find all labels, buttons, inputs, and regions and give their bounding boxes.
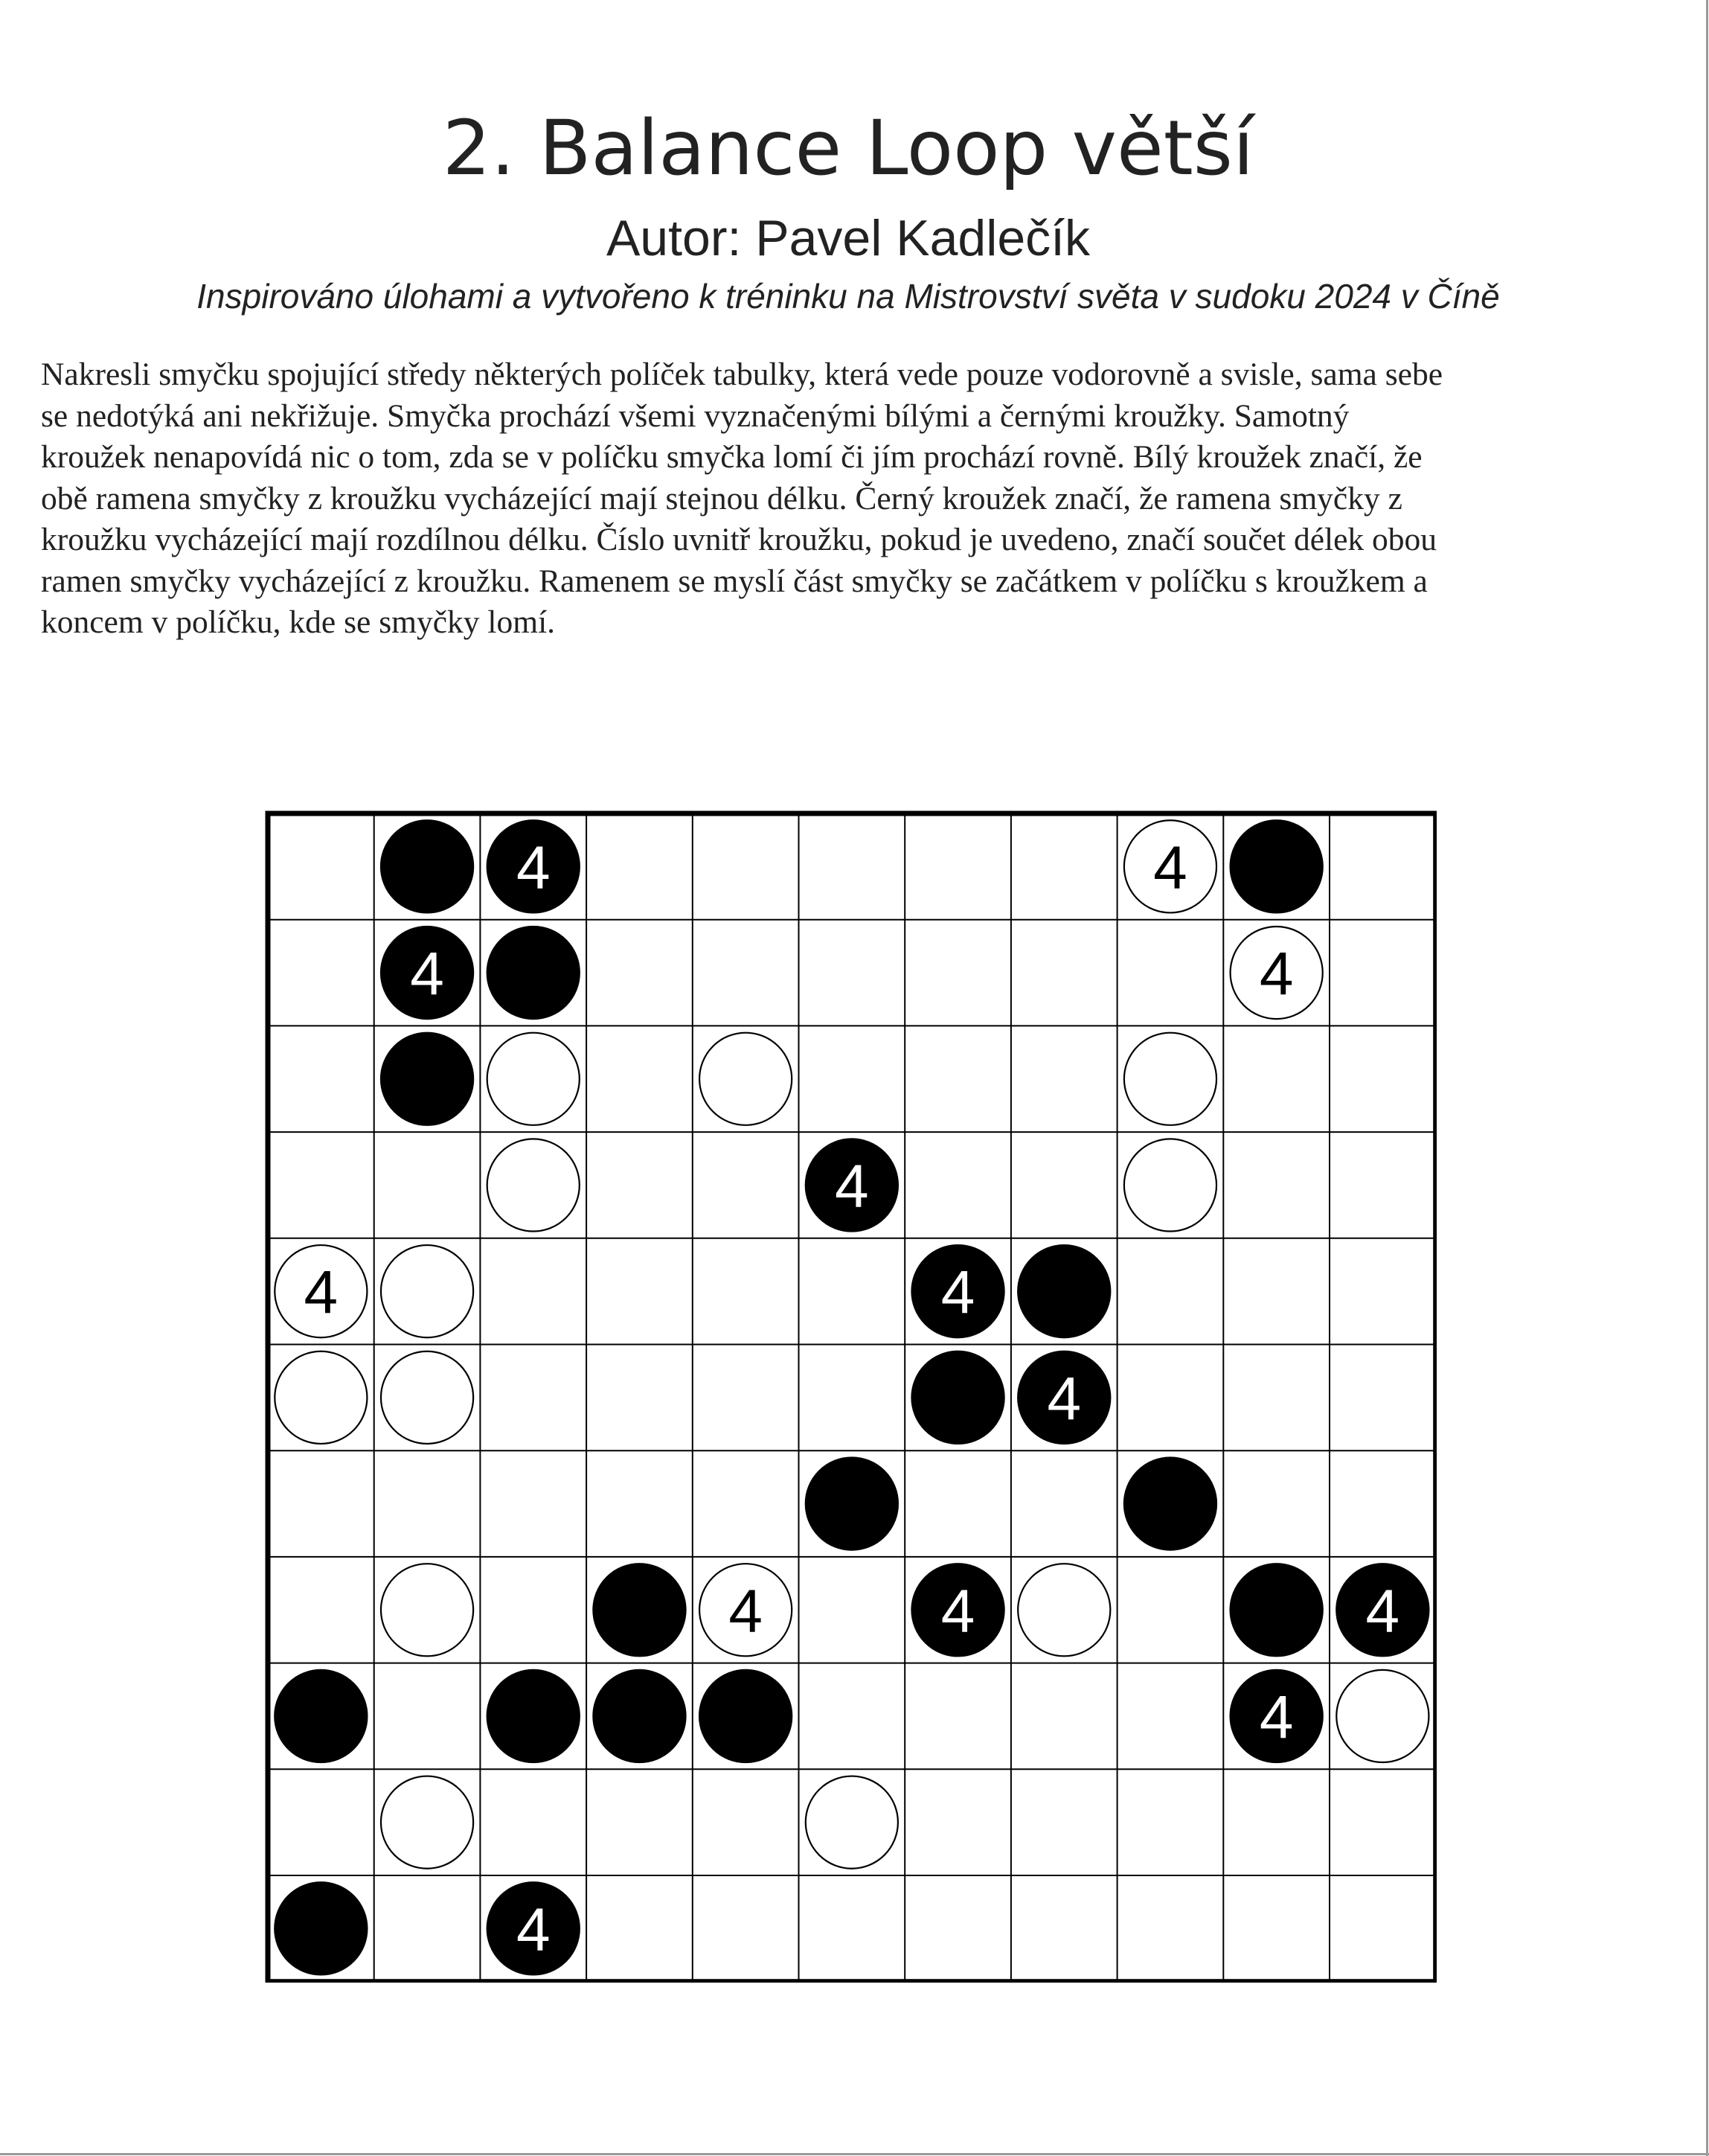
grid-cell[interactable] [799,1557,905,1663]
grid-cell[interactable] [268,1132,374,1238]
black-circle [1018,1245,1110,1337]
grid-cell[interactable] [268,1450,374,1557]
grid-cell[interactable] [374,1132,481,1238]
grid-cell[interactable] [268,920,374,1026]
grid-cell[interactable] [1330,1875,1436,1982]
circle-number: 4 [516,1896,551,1964]
grid-cell[interactable] [480,1450,586,1557]
grid-cell[interactable] [905,1026,1011,1132]
puzzle-subtitle: Inspirováno úlohami a vytvořeno k tréninku na Mistrovství světa v sudoku 2024 v Číně [196,277,1500,316]
grid-cell[interactable] [586,920,693,1026]
grid-cell[interactable] [693,1450,799,1557]
grid-cell[interactable] [1330,920,1436,1026]
grid-cell[interactable] [799,1238,905,1345]
black-circle [593,1670,685,1762]
white-circle [381,1352,473,1444]
grid-cell[interactable] [586,1026,693,1132]
grid-cell[interactable] [1223,1875,1330,1982]
grid-cell[interactable] [799,1026,905,1132]
white-circle [487,1033,580,1125]
grid-cell[interactable] [374,1663,481,1770]
black-circle [275,1670,367,1762]
grid-cell[interactable] [1118,1345,1224,1451]
grid-cell[interactable] [1330,1345,1436,1451]
white-circle [487,1139,580,1231]
grid-cell[interactable] [905,1132,1011,1238]
grid-cell[interactable] [1223,1769,1330,1875]
rules-line: Nakresli smyčku spojující středy některých políček tabulky, která vede pouze vodorovně a svisle, sama sebe [41,356,1443,392]
grid-cell[interactable] [1223,1026,1330,1132]
grid-cell[interactable] [693,920,799,1026]
rules-line: ramen smyčky vycházející z kroužku. Ramenem se myslí část smyčky se začátkem v políčku s kroužkem a [41,563,1428,599]
grid-cell[interactable] [693,813,799,920]
white-circle [381,1776,473,1869]
grid-cell[interactable] [586,1132,693,1238]
white-circle [1336,1670,1429,1762]
black-circle [487,927,580,1019]
grid-cell[interactable] [1011,1663,1118,1770]
grid-cell[interactable] [586,1238,693,1345]
grid-cell[interactable] [905,1450,1011,1557]
grid-cell[interactable] [586,1875,693,1982]
circle-number: 4 [410,940,444,1008]
grid-cell[interactable] [480,1769,586,1875]
grid-cell[interactable] [1011,920,1118,1026]
grid-cell[interactable] [268,1026,374,1132]
grid-cell[interactable] [480,1557,586,1663]
black-circle [487,1670,580,1762]
black-circle [911,1352,1004,1444]
grid-cell[interactable] [586,1769,693,1875]
grid-cell[interactable] [1118,920,1224,1026]
grid-cell[interactable] [799,920,905,1026]
grid-cell[interactable] [268,1557,374,1663]
black-circle [1231,820,1323,912]
black-circle [806,1457,898,1549]
grid-cell[interactable] [586,813,693,920]
grid-cell[interactable] [693,1238,799,1345]
grid-cell[interactable] [1223,1450,1330,1557]
white-circle [699,1033,792,1125]
grid-cell[interactable] [586,1345,693,1451]
circle-number: 4 [1153,834,1187,902]
grid-cell[interactable] [268,813,374,920]
grid-svg [264,810,1437,1983]
grid-cell[interactable] [905,813,1011,920]
puzzle-rules [41,354,1678,644]
page-edge-bottom [0,2153,1709,2155]
puzzle-title: 2. Balance Loop větší [442,104,1254,193]
grid-cell[interactable] [799,1663,905,1770]
grid-cell[interactable] [693,1132,799,1238]
black-circle [1124,1457,1216,1549]
grid-cell[interactable] [480,1238,586,1345]
black-circle [699,1670,792,1762]
grid-cell[interactable] [693,1769,799,1875]
circle-number: 4 [1365,1577,1400,1645]
grid-cell[interactable] [693,1345,799,1451]
grid-cell[interactable] [1118,1769,1224,1875]
white-circle [381,1564,473,1656]
circle-number: 4 [304,1258,339,1327]
white-circle [1018,1564,1110,1656]
grid-cell[interactable] [1330,1132,1436,1238]
black-circle [1231,1564,1323,1656]
grid-cell[interactable] [905,1875,1011,1982]
rules-line: koncem v políčku, kde se smyčky lomí. [41,604,556,640]
grid-cell[interactable] [1011,1450,1118,1557]
circle-number: 4 [940,1258,975,1327]
white-circle [806,1776,898,1869]
grid-cell[interactable] [1330,1238,1436,1345]
grid-cell[interactable] [905,920,1011,1026]
grid-cell[interactable] [693,1875,799,1982]
grid-cell[interactable] [1330,1450,1436,1557]
white-circle [1124,1139,1216,1231]
grid-cell[interactable] [905,1663,1011,1770]
grid-cell[interactable] [268,1769,374,1875]
grid-cell[interactable] [1330,1769,1436,1875]
grid-cell[interactable] [374,1875,481,1982]
circle-number: 4 [835,1152,869,1221]
grid-cell[interactable] [374,1450,481,1557]
circle-number: 4 [940,1577,975,1645]
grid-cell[interactable] [1330,813,1436,920]
grid-cell[interactable] [1330,1026,1436,1132]
grid-cell[interactable] [1011,1132,1118,1238]
circle-number: 4 [728,1577,763,1645]
grid-cell[interactable] [1223,1345,1330,1451]
white-circle [381,1245,473,1337]
grid-cell[interactable] [1118,1238,1224,1345]
black-circle [275,1882,367,1974]
puzzle-grid [264,810,1432,1978]
circle-number: 4 [516,834,551,902]
grid-cell[interactable] [799,1345,905,1451]
grid-cell[interactable] [1223,1132,1330,1238]
circle-number: 4 [1259,940,1294,1008]
black-circle [381,1033,473,1125]
black-circle [593,1564,685,1656]
rules-line: kroužku vycházející mají rozdílnou délku. Číslo uvnitř kroužku, pokud je uvedeno, značí součet délek obou [41,522,1437,557]
grid-cell[interactable] [1011,1875,1118,1982]
white-circle [1124,1033,1216,1125]
grid-cell[interactable] [799,813,905,920]
grid-cell[interactable] [586,1450,693,1557]
puzzle-author: Autor: Pavel Kadlečík [606,210,1091,266]
grid-cell[interactable] [1118,1875,1224,1982]
grid-cell[interactable] [799,1875,905,1982]
circle-number: 4 [1047,1364,1082,1433]
grid-cell[interactable] [1223,1238,1330,1345]
black-circle [381,820,473,912]
grid-cell[interactable] [1011,813,1118,920]
page-edge-right [1706,0,1708,2156]
grid-cell[interactable] [480,1345,586,1451]
circle-number: 4 [1259,1683,1294,1751]
rules-line: obě ramena smyčky z kroužku vycházející mají stejnou délku. Černý kroužek značí, že ramena smyčky z [41,480,1402,516]
grid-cell[interactable] [1011,1769,1118,1875]
grid-cell[interactable] [1011,1026,1118,1132]
grid-cell[interactable] [1118,1663,1224,1770]
rules-line: se nedotýká ani nekřižuje. Smyčka prochází všemi vyznačenými bílými a černými kroužky. Samotný [41,397,1350,434]
white-circle [275,1352,367,1444]
grid-cell[interactable] [905,1769,1011,1875]
grid-cell[interactable] [1118,1557,1224,1663]
rules-line: kroužek nenapovídá nic o tom, zda se v políčku smyčka lomí či jím prochází rovně. Bílý kroužek značí, že [41,439,1423,475]
